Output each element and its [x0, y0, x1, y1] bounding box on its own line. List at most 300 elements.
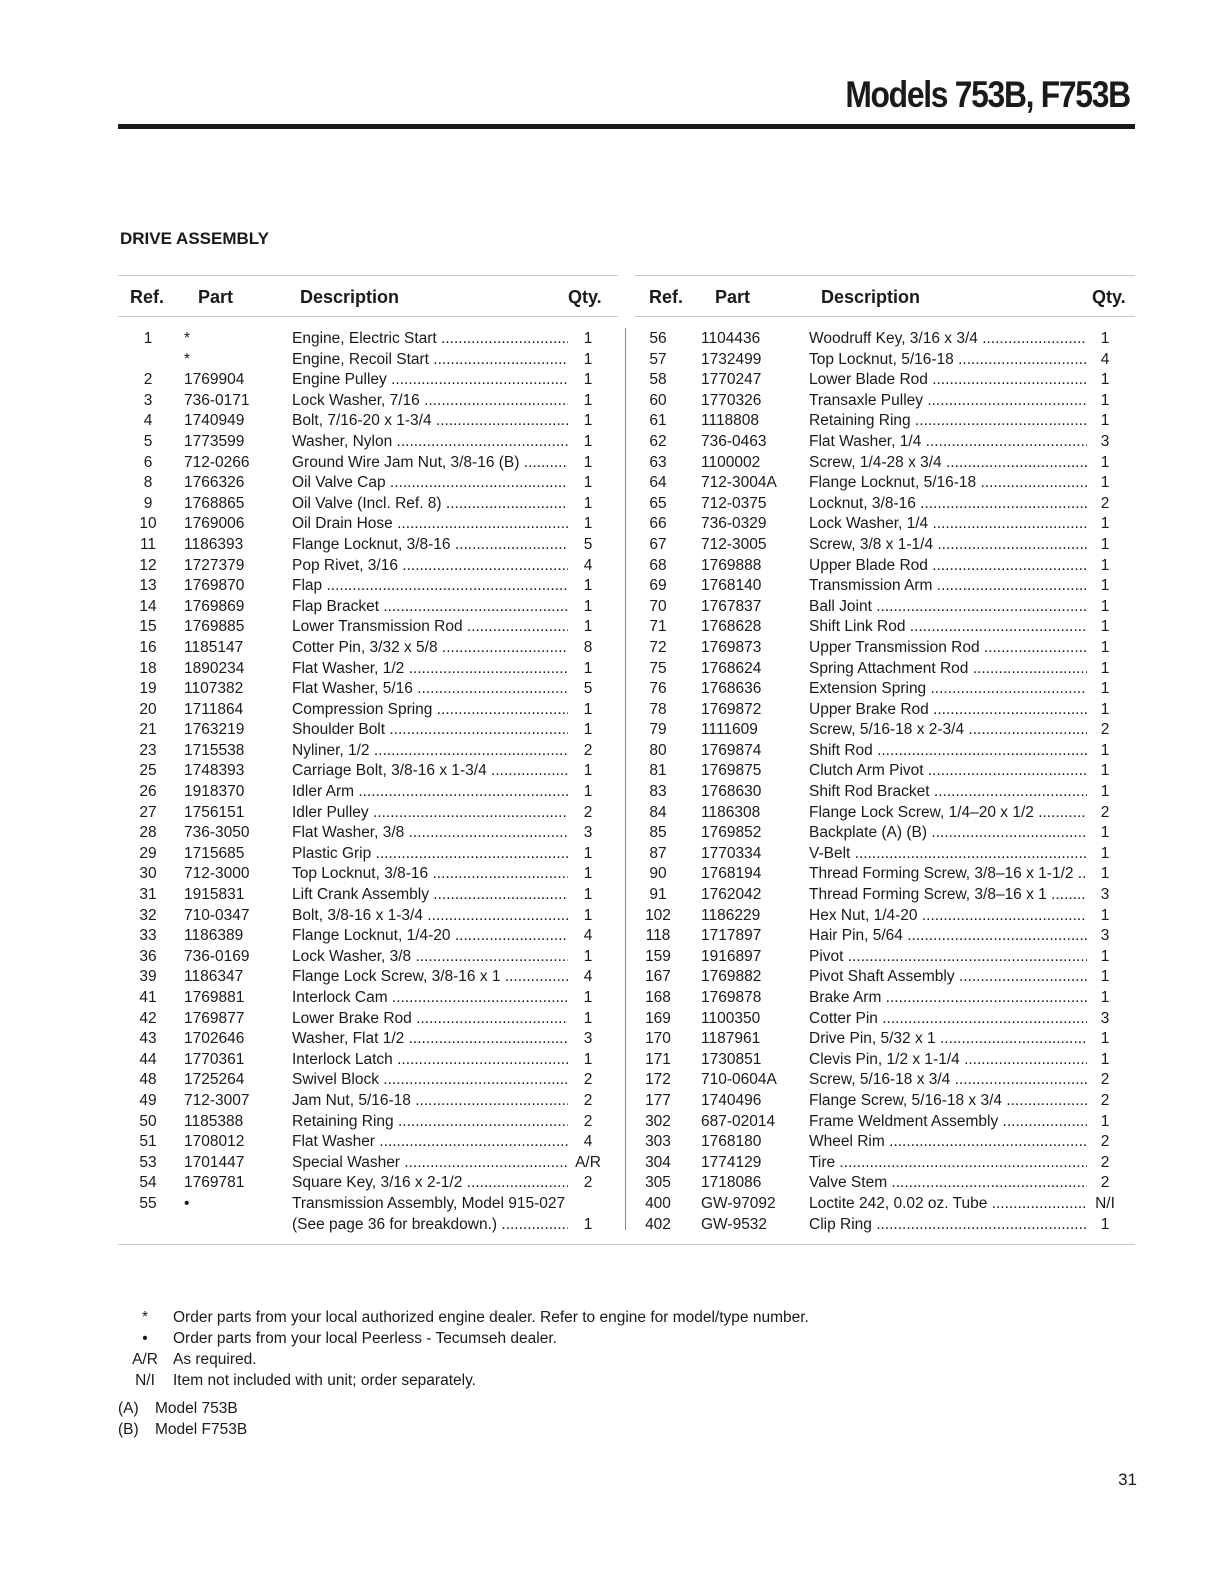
ref-cell: 26: [139, 783, 157, 801]
table-row: [118, 988, 618, 1009]
description-cell: Screw, 1/4-28 x 3/4 .....: [809, 453, 1087, 474]
table-row: [118, 844, 618, 865]
part-cell: 710-0604A: [701, 1071, 777, 1089]
ref-cell: 303: [645, 1133, 671, 1151]
qty-cell: 1: [1100, 865, 1110, 883]
description-cell: Lock Washer, 3/8 .....: [292, 947, 568, 968]
description-cell: Flange Screw, 5/16-18 x 3/4 .....: [809, 1091, 1087, 1112]
header-qty: Qty.: [568, 287, 602, 307]
ref-cell: 27: [139, 803, 157, 821]
description-cell: Lower Blade Rod .....: [809, 370, 1087, 391]
qty-cell: 1: [583, 412, 593, 430]
description-cell: Hair Pin, 5/64 .....: [809, 926, 1087, 947]
qty-cell: 1: [583, 906, 593, 924]
description-cell: Lower Transmission Rod .....: [292, 617, 568, 638]
description-cell: Nyliner, 1/2 .....: [292, 741, 568, 762]
table-row: [118, 432, 618, 453]
ref-cell: 9: [143, 494, 153, 512]
table-row: [118, 679, 618, 700]
part-cell: 1774129: [701, 1153, 762, 1171]
part-cell: 1104436: [701, 330, 761, 347]
part-cell: 1186389: [184, 927, 244, 945]
part-cell: 1769869: [184, 597, 245, 615]
qty-cell: 1: [583, 330, 593, 347]
table-row: [118, 453, 618, 474]
table-row: [635, 1029, 1135, 1050]
qty-cell: 1: [1100, 989, 1110, 1006]
ref-cell: 72: [649, 638, 667, 656]
part-cell: 1769781: [184, 1174, 245, 1192]
ref-cell: 81: [649, 762, 667, 780]
description-cell: Interlock Cam .....: [292, 988, 568, 1009]
ref-cell: 16: [139, 638, 157, 656]
qty-cell: 1: [583, 350, 593, 368]
ref-cell: 61: [649, 412, 667, 430]
ref-cell: 39: [139, 968, 157, 986]
qty-cell: 1: [1100, 371, 1110, 389]
ref-cell: 48: [139, 1071, 157, 1089]
ref-cell: 28: [139, 824, 157, 842]
ref-cell: 18: [139, 659, 157, 677]
part-cell: 1708012: [184, 1133, 245, 1151]
table-row: [118, 967, 618, 988]
table-row: [635, 864, 1135, 885]
part-cell: 736-3050: [184, 824, 250, 842]
table-row: [635, 803, 1135, 824]
qty-cell: 4: [583, 1133, 593, 1151]
qty-cell: 2: [1100, 1153, 1110, 1171]
header-ref: Ref.: [130, 287, 165, 307]
ref-cell: 63: [649, 453, 667, 471]
qty-cell: 5: [583, 680, 593, 698]
part-cell: 712-3007: [184, 1091, 250, 1109]
table-row: [118, 1132, 618, 1153]
table-row: [118, 782, 618, 803]
ref-cell: 400: [645, 1194, 671, 1212]
part-cell: 1748393: [184, 762, 245, 780]
table-row: [118, 638, 618, 659]
table-row: [118, 391, 618, 412]
footnote-symbol: N/I: [135, 1372, 155, 1389]
part-cell: 736-0463: [701, 432, 767, 450]
description-cell: Wheel Rim .....: [809, 1132, 1087, 1153]
table-row: [635, 411, 1135, 432]
description-cell: Bolt, 3/8-16 x 1-3/4 .....: [292, 906, 568, 927]
qty-cell: 2: [1100, 1091, 1110, 1109]
description-cell: Flange Lock Screw, 1/4–20 x 1/2 .....: [809, 803, 1087, 824]
description-cell: Clevis Pin, 1/2 x 1-1/4 .....: [809, 1050, 1087, 1071]
table-row: [635, 700, 1135, 721]
part-cell: 736-0329: [701, 515, 767, 533]
ref-cell: 169: [645, 1009, 671, 1027]
table-row: [118, 823, 618, 844]
table-row: [118, 1173, 618, 1194]
part-cell: 1769881: [184, 989, 245, 1006]
table-row: [635, 720, 1135, 741]
qty-cell: 1: [583, 659, 593, 677]
description-cell: Compression Spring .....: [292, 700, 568, 721]
header-qty: Qty.: [1092, 287, 1126, 307]
table-row: [635, 617, 1135, 638]
table-header: [635, 276, 1135, 316]
qty-cell: 1: [583, 762, 593, 780]
ref-cell: 67: [649, 535, 667, 553]
table-row: [118, 1215, 618, 1236]
ref-cell: 87: [649, 844, 667, 862]
qty-cell: 1: [1100, 535, 1110, 553]
table-row: [118, 741, 618, 762]
table-row: [635, 1009, 1135, 1030]
description-cell: Upper Brake Rod .....: [809, 700, 1087, 721]
ref-cell: 51: [139, 1133, 157, 1151]
part-cell: 1768628: [701, 618, 762, 636]
qty-cell: 3: [1100, 886, 1110, 904]
table-row: [635, 370, 1135, 391]
table-row: [635, 947, 1135, 968]
ref-cell: 102: [645, 906, 671, 924]
table-row: [635, 514, 1135, 535]
table-row: [635, 453, 1135, 474]
part-cell: 1916897: [701, 947, 762, 965]
part-cell: 1890234: [184, 659, 245, 677]
ref-cell: 168: [645, 989, 671, 1006]
description-cell: Retaining Ring .....: [809, 411, 1087, 432]
ref-cell: 19: [139, 680, 157, 698]
table-row: [118, 947, 618, 968]
table-row: [635, 659, 1135, 680]
description-cell: Idler Arm .....: [292, 782, 568, 803]
qty-cell: 1: [583, 865, 593, 883]
header-description: Description: [821, 287, 921, 307]
ref-cell: 80: [649, 741, 667, 759]
part-cell: *: [184, 350, 191, 368]
part-cell: 1768636: [701, 680, 762, 698]
ref-cell: 3: [143, 391, 153, 409]
description-cell: Cotter Pin .....: [809, 1009, 1087, 1030]
table-row: [118, 473, 618, 494]
ref-cell: 50: [139, 1112, 157, 1130]
table-row: [118, 1091, 618, 1112]
description-cell: Locknut, 3/8-16 .....: [809, 494, 1087, 515]
description-cell: Valve Stem .....: [809, 1173, 1087, 1194]
description-cell: Flap Bracket .....: [292, 597, 568, 618]
table-bottom-rule: [118, 1244, 1135, 1245]
ref-cell: 4: [143, 412, 153, 430]
qty-cell: 2: [583, 1071, 593, 1089]
description-cell: Flap .....: [292, 576, 568, 597]
qty-cell: 8: [583, 638, 593, 656]
part-cell: 1715538: [184, 741, 245, 759]
table-row: [635, 535, 1135, 556]
ref-cell: 15: [139, 618, 157, 636]
part-cell: 1769870: [184, 577, 245, 595]
ref-cell: 68: [649, 556, 667, 574]
part-cell: 1762042: [701, 886, 762, 904]
qty-cell: 1: [1100, 659, 1110, 677]
part-cell: GW-97092: [701, 1194, 776, 1212]
table-row: [118, 761, 618, 782]
footnote-text: As required.: [173, 1351, 257, 1368]
part-cell: 1185388: [184, 1112, 244, 1130]
part-cell: 1769877: [184, 1009, 245, 1027]
table-row: [635, 1132, 1135, 1153]
ref-cell: 23: [139, 741, 157, 759]
table-row: [118, 617, 618, 638]
part-cell: 1769872: [701, 700, 762, 718]
table-row: [118, 659, 618, 680]
qty-cell: 1: [583, 844, 593, 862]
description-cell: Flat Washer, 1/2 .....: [292, 659, 568, 680]
ref-cell: 177: [645, 1091, 671, 1109]
part-cell: 1766326: [184, 474, 245, 492]
ref-cell: 90: [649, 865, 667, 883]
qty-cell: 1: [1100, 412, 1110, 430]
table-row: [635, 1194, 1135, 1215]
parts-table-left: [118, 275, 618, 1235]
page-title: Models 753B, F753B: [845, 74, 1130, 115]
part-cell: 1727379: [184, 556, 245, 574]
description-cell: Oil Valve Cap .....: [292, 473, 568, 494]
ref-cell: 60: [649, 391, 667, 409]
table-row: [635, 1091, 1135, 1112]
ref-cell: 71: [649, 618, 667, 636]
part-cell: 1186229: [701, 906, 761, 924]
title-rule: [118, 124, 1135, 129]
qty-cell: 2: [1100, 494, 1110, 512]
ref-cell: 304: [645, 1153, 671, 1171]
part-cell: 1769006: [184, 515, 245, 533]
table-row: [635, 576, 1135, 597]
table-row: [635, 556, 1135, 577]
description-cell: Tire .....: [809, 1153, 1087, 1174]
part-cell: 1770361: [184, 1050, 245, 1068]
qty-cell: 3: [1100, 927, 1110, 945]
description-cell: Top Locknut, 3/8-16 .....: [292, 864, 568, 885]
description-cell: Clutch Arm Pivot .....: [809, 761, 1087, 782]
table-row: [118, 556, 618, 577]
ref-cell: 29: [139, 844, 157, 862]
description-cell: Transaxle Pulley .....: [809, 391, 1087, 412]
qty-cell: 1: [583, 783, 593, 801]
table-row: [635, 741, 1135, 762]
part-cell: 1100350: [701, 1009, 761, 1027]
description-cell: Lock Washer, 1/4 .....: [809, 514, 1087, 535]
part-cell: 1186308: [701, 803, 761, 821]
part-cell: 1186393: [184, 535, 244, 553]
table-row: [118, 535, 618, 556]
description-cell: Lift Crank Assembly .....: [292, 885, 568, 906]
ref-cell: 75: [649, 659, 667, 677]
ref-cell: 1: [143, 330, 153, 347]
description-cell: Brake Arm .....: [809, 988, 1087, 1009]
description-cell: Upper Blade Rod .....: [809, 556, 1087, 577]
ref-cell: 79: [649, 721, 667, 739]
qty-cell: 1: [583, 494, 593, 512]
header-description: Description: [300, 287, 400, 307]
ref-cell: 170: [645, 1030, 671, 1048]
description-cell: Oil Valve (Incl. Ref. 8) .....: [292, 494, 568, 515]
description-cell: Engine, Recoil Start .....: [292, 350, 568, 371]
qty-cell: 1: [1100, 680, 1110, 698]
part-cell: 1185147: [184, 638, 244, 656]
ref-cell: 36: [139, 947, 157, 965]
qty-cell: 2: [1100, 1174, 1110, 1192]
qty-cell: 1: [1100, 1050, 1110, 1068]
qty-cell: 1: [1100, 1030, 1110, 1048]
part-cell: 712-0375: [701, 494, 767, 512]
ref-cell: 78: [649, 700, 667, 718]
description-cell: Jam Nut, 5/16-18 .....: [292, 1091, 568, 1112]
description-cell: Swivel Block .....: [292, 1070, 568, 1091]
qty-cell: 1: [1100, 577, 1110, 595]
ref-cell: 402: [645, 1215, 671, 1233]
part-cell: •: [184, 1194, 190, 1212]
table-row: [118, 1070, 618, 1091]
header-ref: Ref.: [649, 287, 684, 307]
table-row: [118, 1029, 618, 1050]
qty-cell: N/I: [1095, 1194, 1115, 1212]
description-cell: Top Locknut, 5/16-18 .....: [809, 350, 1087, 371]
description-cell: Retaining Ring .....: [292, 1112, 568, 1133]
description-cell: Flange Locknut, 1/4-20 .....: [292, 926, 568, 947]
qty-cell: 1: [1100, 824, 1110, 842]
description-cell: Screw, 5/16-18 x 2-3/4 .....: [809, 720, 1087, 741]
ref-cell: 56: [649, 330, 667, 347]
description-cell: Transmission Assembly, Model 915-027: [292, 1194, 566, 1212]
ref-cell: 83: [649, 783, 667, 801]
qty-cell: 1: [583, 947, 593, 965]
table-row: [635, 679, 1135, 700]
qty-cell: 1: [583, 1050, 593, 1068]
qty-cell: 2: [583, 1112, 593, 1130]
table-row: [635, 597, 1135, 618]
ref-cell: 171: [645, 1050, 671, 1068]
description-cell: Thread Forming Screw, 3/8–16 x 1-1/2 .....: [809, 864, 1087, 885]
ref-cell: 5: [143, 432, 153, 450]
part-cell: 1773599: [184, 432, 245, 450]
table-row: [635, 638, 1135, 659]
part-cell: 1711864: [184, 700, 244, 718]
part-cell: 1769885: [184, 618, 245, 636]
part-cell: 712-3000: [184, 865, 250, 883]
part-cell: 1918370: [184, 783, 245, 801]
qty-cell: 1: [1100, 762, 1110, 780]
ref-cell: 30: [139, 865, 157, 883]
qty-cell: 1: [1100, 515, 1110, 533]
qty-cell: 1: [583, 1009, 593, 1027]
page-number: 31: [1118, 1470, 1137, 1489]
table-row: [635, 1215, 1135, 1236]
table-row: [635, 391, 1135, 412]
footnote-text: Order parts from your local Peerless - Tecumseh dealer.: [173, 1330, 557, 1347]
description-cell: Lock Washer, 7/16 .....: [292, 391, 568, 412]
description-cell: Extension Spring .....: [809, 679, 1087, 700]
table-row: [118, 803, 618, 824]
part-cell: 1725264: [184, 1071, 245, 1089]
part-cell: 1715685: [184, 844, 245, 862]
ref-cell: 6: [143, 453, 153, 471]
part-cell: 1770334: [701, 844, 762, 862]
ref-cell: 167: [645, 968, 671, 986]
table-row: [118, 597, 618, 618]
parts-table-right: [635, 275, 1135, 1235]
part-cell: 1770247: [701, 371, 762, 389]
ref-cell: 11: [139, 535, 157, 553]
ref-cell: 70: [649, 597, 667, 615]
qty-cell: 1: [1100, 783, 1110, 801]
table-row: [118, 885, 618, 906]
part-cell: 1100002: [701, 453, 761, 471]
ref-cell: 42: [139, 1009, 157, 1027]
table-row: [118, 864, 618, 885]
table-row: [118, 350, 618, 371]
qty-cell: 1: [1100, 1112, 1110, 1130]
ref-cell: 91: [649, 886, 667, 904]
description-cell: Ball Joint .....: [809, 597, 1087, 618]
right-rows: [635, 317, 1135, 1235]
qty-cell: 1: [583, 886, 593, 904]
ref-cell: 32: [139, 906, 157, 924]
part-cell: *: [184, 330, 191, 347]
qty-cell: 1: [583, 618, 593, 636]
qty-cell: 1: [1100, 391, 1110, 409]
part-cell: 710-0347: [184, 906, 250, 924]
qty-cell: 1: [583, 371, 593, 389]
description-cell: Screw, 5/16-18 x 3/4 .....: [809, 1070, 1087, 1091]
description-cell: Engine, Electric Start .....: [292, 329, 568, 350]
table-row: [118, 329, 618, 350]
description-cell: Screw, 3/8 x 1-1/4 .....: [809, 535, 1087, 556]
table-row: [635, 988, 1135, 1009]
description-cell: Washer, Flat 1/2 .....: [292, 1029, 568, 1050]
footnote-symbol: *: [141, 1309, 149, 1326]
part-cell: 1732499: [701, 350, 762, 368]
table-row: [118, 1112, 618, 1133]
part-cell: 1769873: [701, 638, 762, 656]
qty-cell: 1: [1100, 638, 1110, 656]
header-part: Part: [715, 287, 751, 307]
qty-cell: 3: [583, 824, 593, 842]
ref-cell: 2: [143, 371, 153, 389]
qty-cell: 1: [583, 453, 593, 471]
table-row: [635, 823, 1135, 844]
ref-cell: 62: [649, 432, 667, 450]
qty-cell: 1: [583, 577, 593, 595]
part-cell: 1770326: [701, 391, 762, 409]
ref-cell: 58: [649, 371, 667, 389]
part-cell: 1187961: [701, 1030, 761, 1048]
ref-cell: 10: [139, 515, 157, 533]
description-cell: Special Washer .....: [292, 1153, 568, 1174]
qty-cell: 1: [583, 391, 593, 409]
table-row: [118, 926, 618, 947]
part-cell: 1769874: [701, 741, 762, 759]
qty-cell: 3: [1100, 432, 1110, 450]
qty-cell: 1: [583, 597, 593, 615]
description-cell: Shift Link Rod .....: [809, 617, 1087, 638]
part-cell: 1915831: [184, 886, 245, 904]
part-cell: 1111609: [701, 721, 758, 739]
table-row: [118, 1153, 618, 1174]
table-row: [118, 1194, 618, 1215]
ref-cell: 69: [649, 577, 667, 595]
qty-cell: 2: [1100, 1133, 1110, 1151]
description-cell: Flange Locknut, 3/8-16 .....: [292, 535, 568, 556]
part-cell: 1702646: [184, 1030, 245, 1048]
qty-cell: 2: [583, 741, 593, 759]
part-cell: 1740496: [701, 1091, 762, 1109]
ref-cell: 8: [143, 474, 153, 492]
